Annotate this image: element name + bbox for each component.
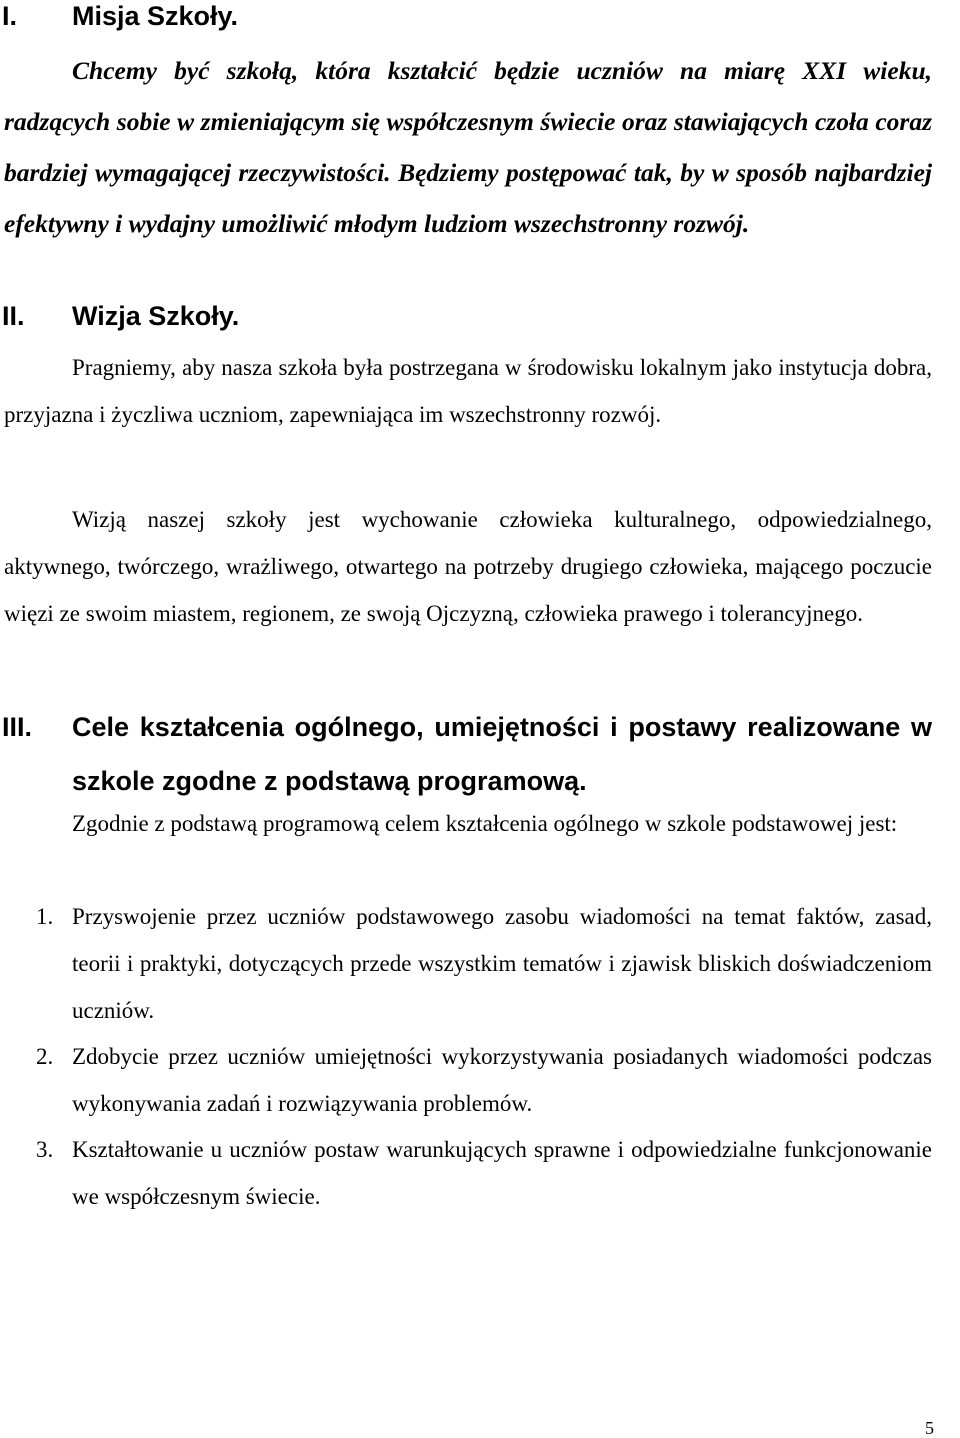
list-item-number: 2. <box>36 1044 54 1069</box>
section-3-heading <box>2 700 932 808</box>
section-1-title: Misja Szkoły. <box>72 1 239 31</box>
page-number: 5 <box>925 1418 934 1438</box>
section-2-number: II. <box>2 301 25 331</box>
vision-paragraph-2: Wizją naszej szkoły jest wychowanie człowieka kulturalnego, odpowiedzialnego, aktywnego, twórczego, wrażliwego, otwartego na potrzeby drugiego człowieka, mającego poczucie więzi ze swoim miastem, regionem, ze swoją Ojczyzną, człowieka prawego i tolerancyjnego. <box>4 507 932 626</box>
list-item-text: Kształtowanie u uczniów postaw warunkujących sprawne i odpowiedzialne funkcjonowanie we współczesnym świecie. <box>72 1137 932 1209</box>
vision-paragraph-1: Pragniemy, aby nasza szkoła była postrzegana w środowisku lokalnym jako instytucja dobra, przyjazna i życzliwa uczniom, zapewniająca im wszechstronny rozwój. <box>4 355 932 427</box>
section-3-intro: Zgodnie z podstawą programową celem kształcenia ogólnego w szkole podstawowej jest: <box>72 811 898 836</box>
section-2-title: Wizja Szkoły. <box>72 301 240 331</box>
list-item-number: 1. <box>36 904 54 929</box>
list-item <box>0 893 932 1034</box>
list-item-text: Zdobycie przez uczniów umiejętności wykorzystywania posiadanych wiadomości podczas wykonywania zadań i rozwiązywania problemów. <box>72 1044 932 1116</box>
list-item <box>0 1033 932 1127</box>
list-item <box>0 1126 932 1220</box>
section-3-number: III. <box>2 712 33 742</box>
mission-text: Chcemy być szkołą, która kształcić będzie uczniów na miarę XXI wieku, radzących sobie w zmieniającym się współczesnym świecie oraz stawiających czoła coraz bardziej wymagającej rzeczywistości. Będziemy postępować tak, by w sposób najbardziej efektywny i wydajny umożliwić młodym ludziom wszechstronny rozwój. <box>4 56 932 238</box>
section-1-number: I. <box>2 1 18 31</box>
list-item-text: Przyswojenie przez uczniów podstawowego zasobu wiadomości na temat faktów, zasad, teorii i praktyki, dotyczących przede wszystkim tematów i zjawisk bliskich doświadczeniom uczniów. <box>72 904 932 1023</box>
list-item-number: 3. <box>36 1137 54 1162</box>
section-3-title: Cele kształcenia ogólnego, umiejętności i postawy realizowane w szkole zgodne z podstawą programową. <box>72 712 932 796</box>
